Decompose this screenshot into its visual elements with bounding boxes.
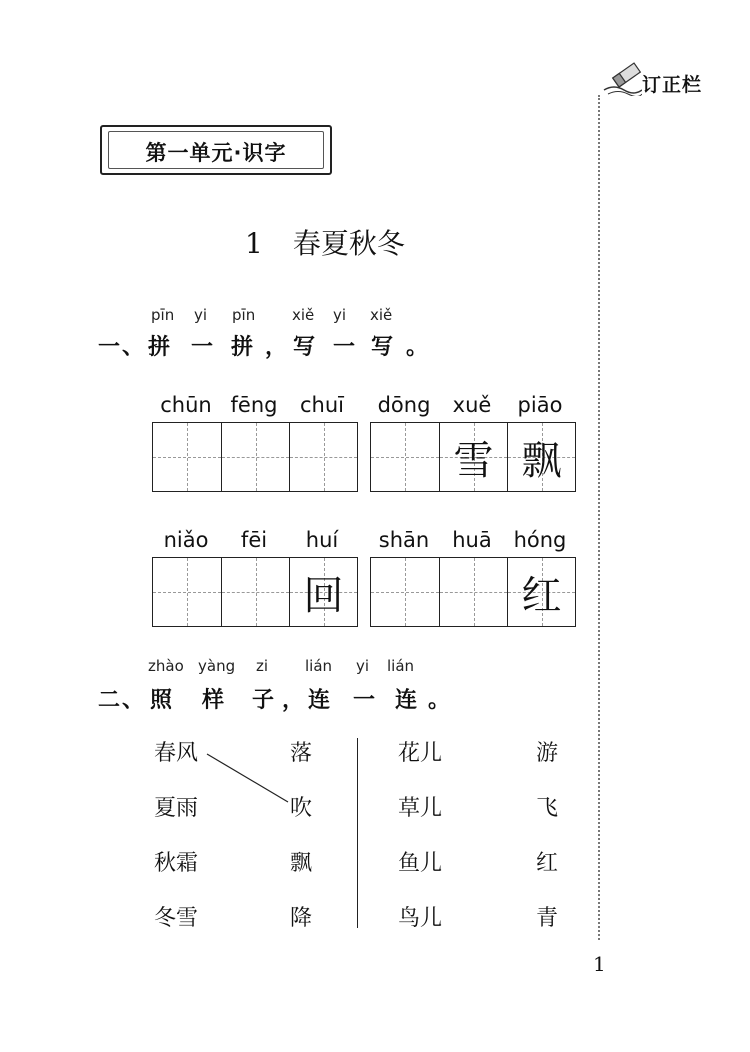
q2-title: 二、 照 样 子 ， 连 一 连 。 [98, 688, 453, 713]
pinyin-label: xuě [452, 393, 492, 417]
writing-cell[interactable] [221, 423, 289, 491]
page-number: 1 [593, 952, 606, 976]
q1-pinyin: xiě [292, 306, 315, 324]
writing-cell[interactable]: 回 [289, 558, 357, 626]
q2-pinyin: yi [356, 657, 370, 675]
q1-pinyin: pīn [151, 306, 175, 324]
q1-pinyin: xiě [370, 306, 393, 324]
match-subject[interactable]: 冬雪 [154, 906, 199, 931]
writing-cell[interactable] [153, 558, 221, 626]
match-verb[interactable]: 青 [536, 906, 559, 931]
match-verb[interactable]: 游 [536, 741, 559, 766]
lesson-name: 春夏秋冬 [292, 227, 405, 260]
pinyin-label: shān [378, 528, 430, 552]
pinyin-label: chūn [160, 393, 212, 417]
match-subject[interactable]: 鸟儿 [398, 906, 443, 931]
match-verb[interactable]: 落 [290, 741, 313, 766]
pinyin-label: huā [452, 528, 492, 552]
match-subject[interactable]: 夏雨 [154, 796, 199, 821]
lesson-number: 1 [245, 227, 263, 260]
writing-grid [370, 557, 576, 627]
pinyin-label: hóng [513, 528, 567, 552]
q1-title: 一、 拼 一 拼 ， 写 一 写 。 [98, 335, 431, 360]
q2-pinyin: yàng [198, 657, 236, 675]
pinyin-label: fēng [230, 393, 278, 417]
writing-cell[interactable] [221, 558, 289, 626]
writing-cell[interactable] [371, 423, 439, 491]
match-verb[interactable]: 降 [290, 906, 313, 931]
match-subject[interactable]: 秋霜 [154, 851, 199, 876]
writing-grid [370, 422, 576, 492]
match-subject[interactable]: 花儿 [398, 741, 443, 766]
match-subject[interactable]: 草儿 [398, 796, 443, 821]
writing-cell[interactable] [289, 423, 357, 491]
match-verb[interactable]: 吹 [290, 796, 313, 821]
writing-cell[interactable]: 飘 [507, 423, 575, 491]
writing-cell[interactable] [439, 558, 507, 626]
match-verb[interactable]: 红 [536, 851, 559, 876]
match-subject[interactable]: 鱼儿 [398, 851, 443, 876]
match-verb[interactable]: 飘 [290, 851, 313, 876]
match-subject[interactable]: 春风 [154, 741, 199, 766]
q2-pinyin: zi [256, 657, 269, 675]
q2-pinyin: lián [305, 657, 333, 675]
writing-cell[interactable] [153, 423, 221, 491]
match-verb[interactable]: 飞 [536, 796, 559, 821]
pinyin-label: niǎo [163, 528, 209, 552]
unit-title: 第一单元·识字 [145, 141, 287, 165]
q1-pinyin: yi [333, 306, 347, 324]
writing-grid [152, 557, 358, 627]
q1-pinyin: pīn [232, 306, 256, 324]
pinyin-label: piāo [517, 393, 563, 417]
writing-grid [152, 422, 358, 492]
writing-cell[interactable]: 雪 [439, 423, 507, 491]
pinyin-label: huí [305, 528, 339, 552]
q1-pinyin: yi [194, 306, 208, 324]
writing-cell[interactable]: 红 [507, 558, 575, 626]
pinyin-label: fēi [240, 528, 268, 552]
pinyin-label: chuī [300, 393, 344, 417]
pinyin-label: dōng [377, 393, 431, 417]
correction-column-label: 订正栏 [642, 74, 703, 96]
q2-pinyin: zhào [148, 657, 184, 675]
q2-pinyin: lián [387, 657, 415, 675]
writing-cell[interactable] [371, 558, 439, 626]
